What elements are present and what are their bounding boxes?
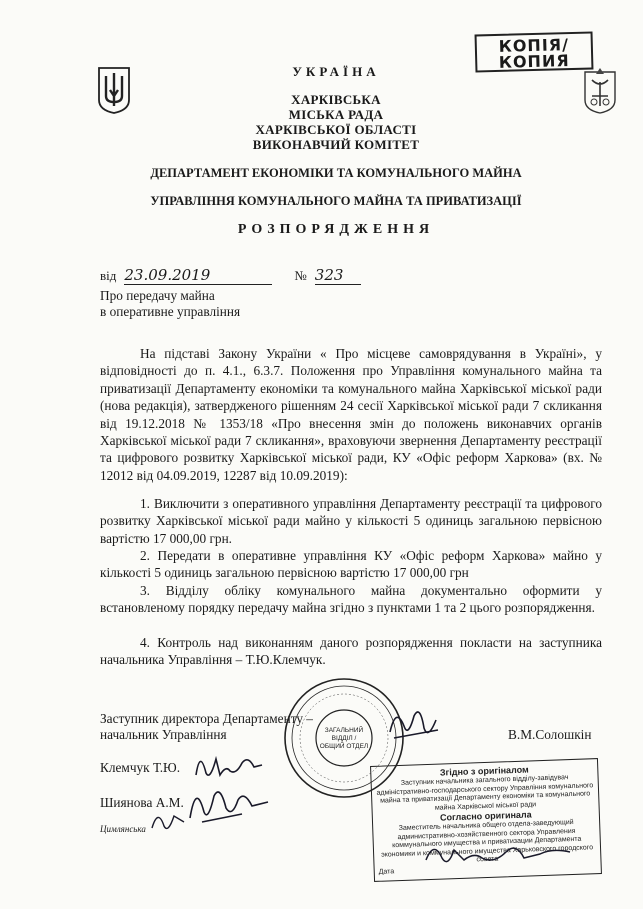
original-stamp-text-ua: Заступник начальника загального відділу-завідувач адміністративно-господарського сектору Управління комунального майна та приватизації Департаменту економіки та комунального майна Харківської міської ради [376,774,594,812]
seal-center-line-2: ВІДДІЛ / [331,735,357,742]
header-country: УКРАЇНА [292,64,380,79]
director-signature [386,702,442,748]
seal-center-line-1: ЗАГАЛЬНИЙ [324,727,364,734]
department-name: ДЕПАРТАМЕНТ ЕКОНОМІКИ ТА КОМУНАЛЬНОГО МАЙНА [150,166,522,180]
header-council-line-2: МІСЬКА РАДА [288,107,384,122]
number-label: № [294,268,307,283]
body-preamble: На підставі Закону України « Про місцеве самоврядування в Україні», у відповідності до п. 4.1., 6.3.7. Положення про Управління комунального майна та приватизації Департаменту економіки та комунального майна Харківської міської ради (нова редакція), затвердженого рішенням 24 сесії Харківської міської ради 7 скликання від 19.12.2018 № 1353/18 «Про внесення змін до положень виконавчих органів Харківської міської ради 7 скликання», враховуючи звернення Департаменту реєстрації та цифрового розвитку Харківської міської ради, КУ «Офіс реформ Харкова» (вх. № 12012 від 04.09.2019, 12287 від 10.09.2019): [100,346,602,483]
seal-center-line-3: ОБЩИЙ ОТДЕЛ [319,743,369,750]
executor-name: Цимлянська [100,824,146,834]
document-number: 323 [315,266,361,285]
kharkiv-coat-of-arms-icon [582,66,618,114]
header-council-line-3: ХАРКІВСЬКОЇ ОБЛАСТІ [255,122,417,137]
original-stamp-signature [420,834,580,874]
approval-signature-2 [182,778,274,826]
signer-position-line-2: начальник Управління [100,727,227,742]
date-number-line [100,266,380,288]
original-stamp-date-label: Дата [378,867,395,876]
header-council-line-1: ХАРКІВСЬКА [291,92,381,107]
subject-line-1: Про передачу майна [100,288,215,303]
copy-stamp-line-2: КОПИЯ [498,51,570,72]
signer-position-line-1: Заступник директора Департаменту – [100,711,313,726]
signer-name: В.М.Солошкін [508,727,592,742]
body-item-3: 3. Відділу обліку комунального майна документально оформити у встановленому порядку передачу майна згідно з пунктами 1 та 2 цього розпорядження. [100,583,602,616]
approval-shyianova: Шиянова А.М. [100,795,184,810]
body-item-4: 4. Контроль над виконанням даного розпорядження покласти на заступника начальника Управління – Т.Ю.Клемчук. [100,635,602,668]
body-item-1: 1. Виключити з оперативного управління Департаменту реєстрації та цифрового розвитку Харківської міської ради майно у кількості 5 одиниць загальною первісною вартістю 17 000,00 грн. [100,496,602,546]
copy-stamp-line-1: КОПІЯ/ [498,35,570,56]
date-label: від [100,268,117,283]
document-date: 23.09.2019 [124,266,272,285]
document-title: РОЗПОРЯДЖЕННЯ [237,222,435,237]
approval-klemchuk: Клемчук Т.Ю. [100,760,181,775]
original-stamp-text-ru: Заместитель начальника общего отдела-заведующий административно-хозяйственного сектора Управления коммунального имущества и приватизации Департамента экономики и коммунального имущества Харьковского городского совета [381,818,594,864]
round-seal-center [312,727,376,751]
header-council-line-4: ВИКОНАВЧИЙ КОМІТЕТ [252,137,420,152]
trident-coat-of-arms-icon [97,66,131,114]
original-stamp-heading-ru: Согласно оригинала [439,809,532,823]
original-stamp-heading: Згідно з оригіналом [439,764,529,778]
body-item-2: 2. Передати в оперативне управління КУ «Офіс реформ Харкова» майно у кількості 5 одиниць загальною первісною вартістю 17 000,00 грн [100,548,602,581]
executor-signature [148,806,188,836]
division-name: УПРАВЛІННЯ КОМУНАЛЬНОГО МАЙНА ТА ПРИВАТИЗАЦІЇ [150,194,522,208]
subject-line-2: в оперативне управління [100,304,241,319]
